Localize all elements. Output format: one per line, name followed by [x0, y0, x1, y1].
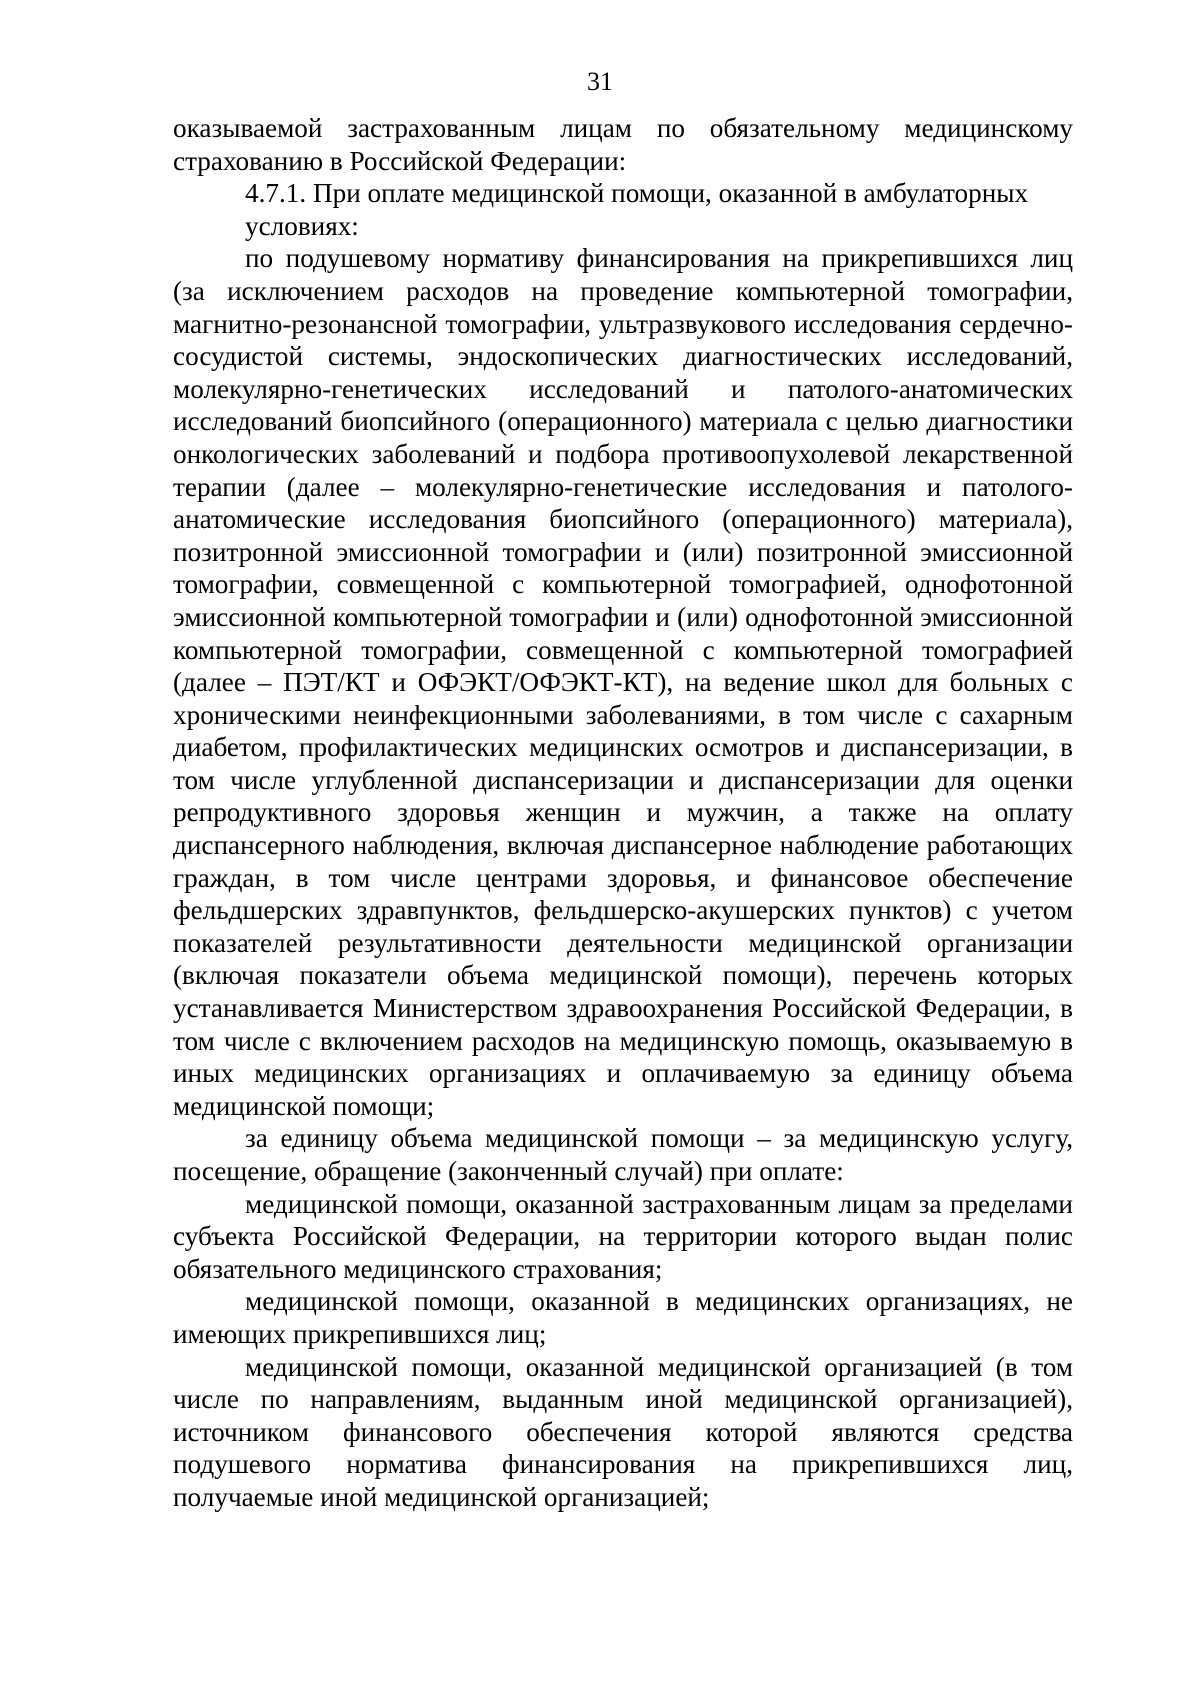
paragraph-referrals: медицинской помощи, оказанной медицинской организацией (в том числе по направлениям, выданным иной медицинской организацией), источником финансового обеспечения которой являются средства подушевого норматива финансирования на прикрепившихся лиц, получаемые иной медицинской организацией; [173, 1351, 1073, 1512]
paragraph-continuation: оказываемой застрахованным лицам по обязательному медицинскому страхованию в Российской Федерации: [173, 113, 1073, 176]
page-number: 31 [587, 67, 613, 96]
section-heading-4-7-1: 4.7.1. При оплате медицинской помощи, оказанной в амбулаторных условиях: [245, 178, 1029, 241]
paragraph-per-capita-funding: по подушевому нормативу финансирования на прикрепившихся лиц (за исключением расходов на проведение компьютерной томографии, магнитно-резонансной томографии, ультразвукового исследования сердечно-сосудистой системы, эндоскопических диагностических исследований, молекулярно-генетических исследований и патолого-анатомических исследований биопсийного (операционного) материала с целью диагностики онкологических заболеваний и подбора противоопухолевой лекарственной терапии (далее – молекулярно-генетические исследования и патолого-анатомические исследования биопсийного (операционного) материала), позитронной эмиссионной томографии и (или) позитронной эмиссионной томографии, совмещенной с компьютерной томографией, однофотонной эмиссионной компьютерной томографии и (или) однофотонной эмиссионной компьютерной томографии, совмещенной с компьютерной томографией (далее – ПЭТ/КТ и ОФЭКТ/ОФЭКТ-КТ), на ведение школ для больных с хроническими неинфекционными заболеваниями, в том числе с сахарным диабетом, профилактических медицинских осмотров и диспансеризации, в том числе углубленной диспансеризации и диспансеризации для оценки репродуктивного здоровья женщин и мужчин, а также на оплату диспансерного наблюдения, включая диспансерное наблюдение работающих граждан, в том числе центрами здоровья, и финансовое обеспечение фельдшерских здравпунктов, фельдшерско-акушерских пунктов) с учетом показателей результативности деятельности медицинской организации (включая показатели объема медицинской помощи), перечень которых устанавливается Министерством здравоохранения Российской Федерации, в том числе с включением расходов на медицинскую помощь, оказываемую в иных медицинских организациях и оплачиваемую за единицу объема медицинской помощи; [173, 243, 1073, 1121]
paragraph-outside-region: медицинской помощи, оказанной застрахованным лицам за пределами субъекта Российской Федерации, на территории которого выдан полис обязательного медицинского страхования; [173, 1188, 1073, 1284]
paragraph-unit-of-volume: за единицу объема медицинской помощи – за медицинскую услугу, посещение, обращение (законченный случай) при оплате: [173, 1123, 1073, 1186]
paragraph-no-attached-persons: медицинской помощи, оказанной в медицинских организациях, не имеющих прикрепившихся лиц; [173, 1286, 1073, 1349]
document-body [173, 112, 1073, 1514]
